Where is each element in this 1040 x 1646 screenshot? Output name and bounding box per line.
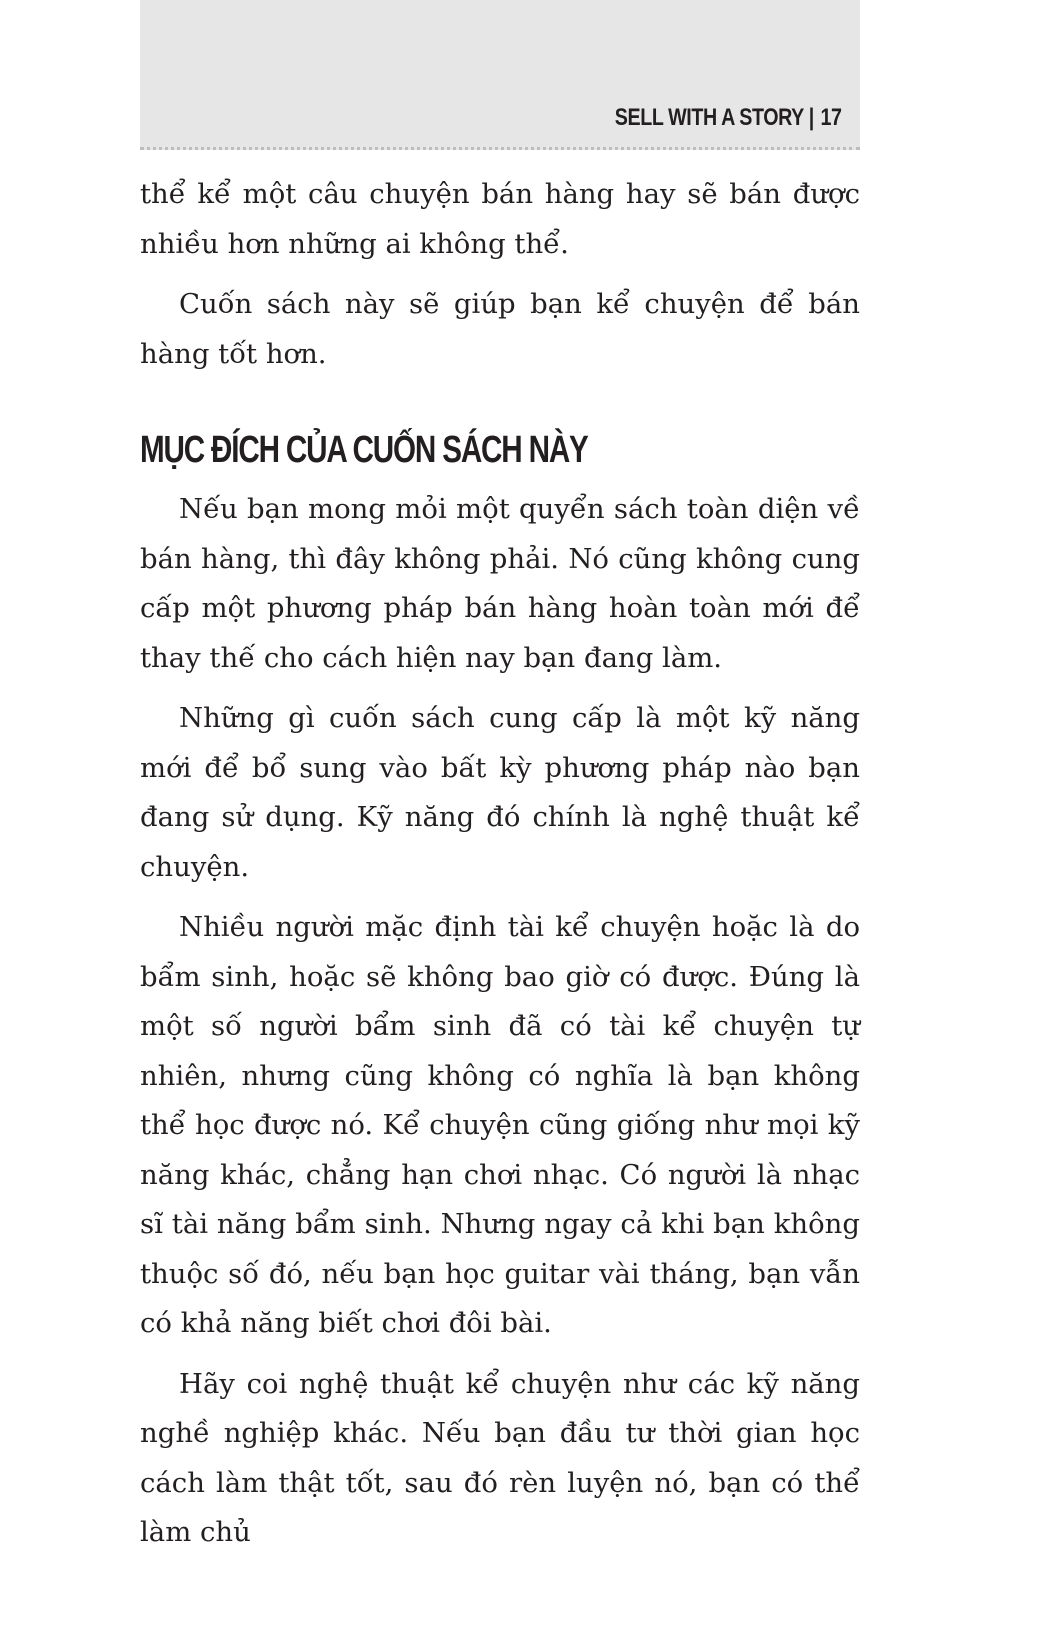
page-header xyxy=(140,0,860,150)
page-number: 17 xyxy=(820,104,842,131)
paragraph: Những gì cuốn sách cung cấp là một kỹ năng mới để bổ sung vào bất kỳ phương pháp nào bạn đang sử dụng. Kỹ năng đó chính là nghệ thuật kể chuyện. xyxy=(140,702,860,883)
paragraph: Nếu bạn mong mỏi một quyển sách toàn diện về bán hàng, thì đây không phải. Nó cũng không cung cấp một phương pháp bán hàng hoàn toàn mới để thay thế cho cách hiện nay bạn đang làm. xyxy=(140,493,860,674)
running-head xyxy=(615,104,842,132)
paragraph: Cuốn sách này sẽ giúp bạn kể chuyện để bán hàng tốt hơn. xyxy=(140,288,860,370)
paragraph-continued: thể kể một câu chuyện bán hàng hay sẽ bán được nhiều hơn những ai không thể. xyxy=(140,178,860,260)
header-separator: | xyxy=(809,104,815,131)
paragraph: Hãy coi nghệ thuật kể chuyện như các kỹ năng nghề nghiệp khác. Nếu bạn đầu tư thời gian học cách làm thật tốt, sau đó rèn luyện nó, bạn có thể làm chủ xyxy=(140,1367,860,1548)
book-title: SELL WITH A STORY xyxy=(615,104,805,131)
section-heading: MỤC ĐÍCH CỦA CUỐN SÁCH NÀY xyxy=(140,429,588,471)
page-body xyxy=(140,170,860,1569)
paragraph: Nhiều người mặc định tài kể chuyện hoặc là do bẩm sinh, hoặc sẽ không bao giờ có được. Đúng là một số người bẩm sinh đã có tài kể chuyện tự nhiên, nhưng cũng không có nghĩa là bạn không thể học được nó. Kể chuyện cũng giống như mọi kỹ năng khác, chẳng hạn chơi nhạc. Có người là nhạc sĩ tài năng bẩm sinh. Nhưng ngay cả khi bạn không thuộc số đó, nếu bạn học guitar vài tháng, bạn vẫn có khả năng biết chơi đôi bài. xyxy=(140,911,860,1339)
